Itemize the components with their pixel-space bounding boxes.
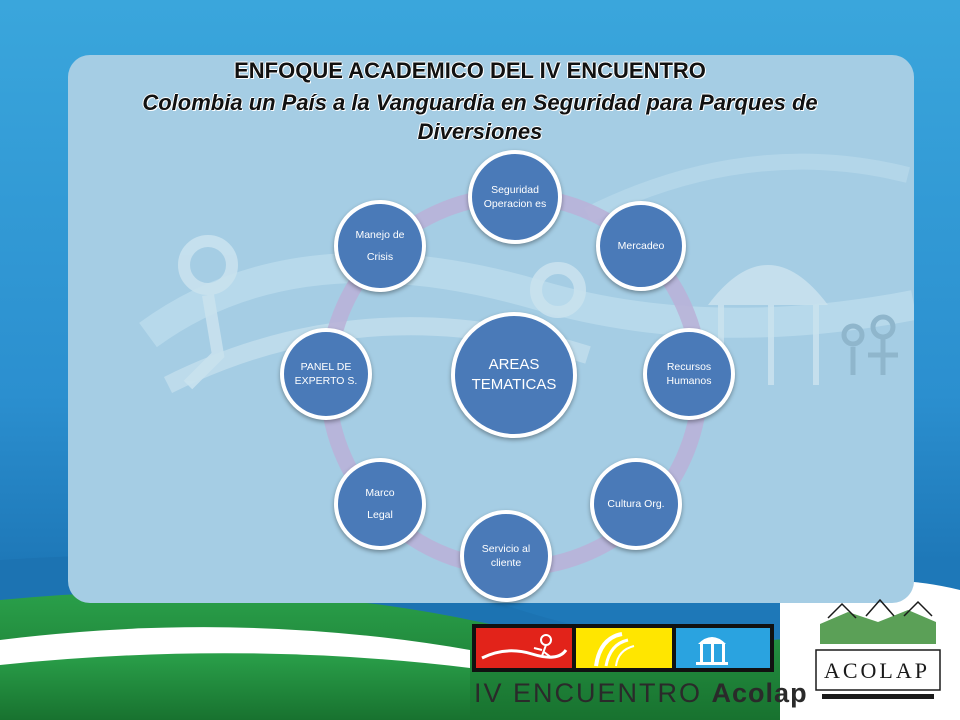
slide-title: ENFOQUE ACADEMICO DEL IV ENCUENTRO: [234, 58, 706, 83]
runner-logo-icon: [476, 628, 572, 668]
acolap-logo-icon: [808, 594, 948, 706]
node-panel-expertos: PANEL DE EXPERTO S.: [280, 328, 372, 420]
node-servicio-cliente: Servicio al cliente: [460, 510, 552, 602]
node-manejo-crisis: Manejo de Crisis: [334, 200, 426, 292]
center-label: AREAS TEMATICAS: [471, 356, 557, 393]
node-seguridad-operaciones: Seguridad Operacion es: [468, 150, 562, 244]
node-recursos-humanos: Recursos Humanos: [643, 328, 735, 420]
acolap-name: ACOLAP: [823, 658, 930, 683]
event-name: IV ENCUENTRO Acolap: [474, 678, 808, 708]
event-logo-strip: [472, 624, 774, 672]
wave-logo-icon: [576, 628, 672, 668]
center-node: [451, 312, 577, 438]
slide-subtitle: Colombia un País a la Vanguardia en Seguridad para Parques de Diversiones: [142, 90, 818, 144]
node-cultura-org: Cultura Org.: [590, 458, 682, 550]
node-mercadeo: Mercadeo: [596, 201, 686, 291]
carousel-logo-icon: [676, 628, 770, 668]
node-marco-legal: Marco Legal: [334, 458, 426, 550]
